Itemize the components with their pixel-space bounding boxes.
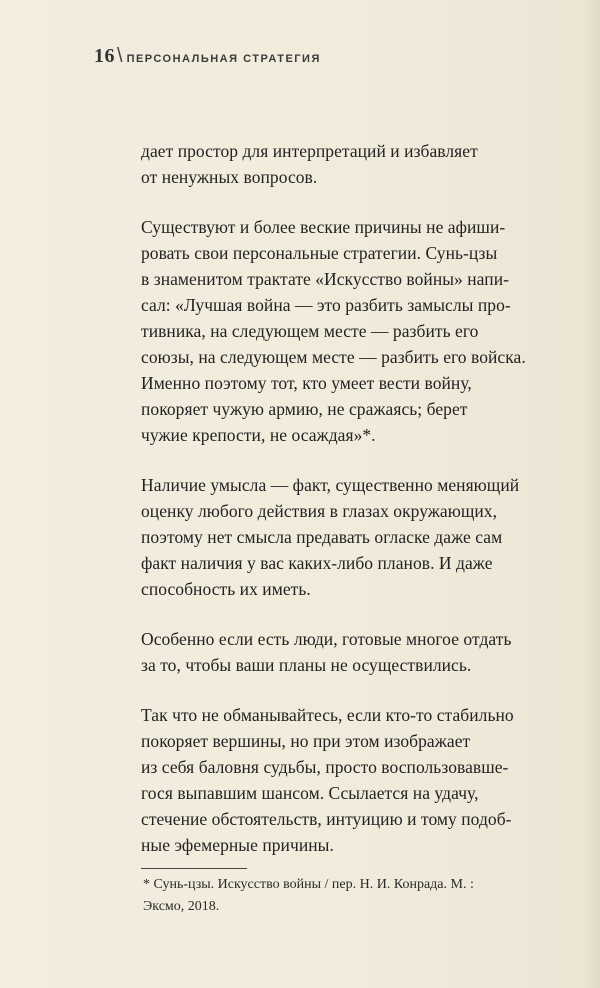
running-head	[94, 45, 321, 68]
header-separator: \	[117, 45, 123, 67]
footnote: * Сунь-цзы. Искусство войны / пер. Н. И. Конрада. М. : Эксмо, 2018.	[143, 877, 474, 914]
footnote-divider	[141, 868, 247, 869]
paragraph: Существуют и более веские причины не афиши- ровать свои персональные стратегии. Сунь-цзы в знаменитом трактате «Искусство войны» напи- сал: «Лучшая война — это разбить замыслы про- тивника, на следующем месте — разбить его союзы, на следующем месте — разбить его войска. Именно поэтому тот, кто умеет вести войну, покоряет чужую армию, не сражаясь; берет чужие крепости, не осаждая»*.	[141, 217, 526, 445]
section-title: ПЕРСОНАЛЬНАЯ СТРАТЕГИЯ	[126, 53, 321, 65]
paragraph: дает простор для интерпретаций и избавляет от ненужных вопросов.	[141, 141, 478, 187]
paragraph: Особенно если есть люди, готовые многое отдать за то, чтобы ваши планы не осуществились.	[141, 629, 512, 675]
paragraph: Так что не обманывайтесь, если кто-то стабильно покоряет вершины, но при этом изображает из себя баловня судьбы, просто воспользовавше- гося выпавшим шансом. Ссылается на удачу, стечение обстоятельств, интуицию и тому подоб- ные эфемерные причины.	[141, 705, 514, 855]
paragraph: Наличие умысла — факт, существенно меняющий оценку любого действия в глазах окружающих, поэтому нет смысла предавать огласке даже сам факт наличия у вас каких-либо планов. И даже способность их иметь.	[141, 475, 520, 599]
page-number: 16	[94, 45, 115, 67]
page-edge-shadow	[582, 0, 600, 988]
body-text	[141, 138, 536, 882]
